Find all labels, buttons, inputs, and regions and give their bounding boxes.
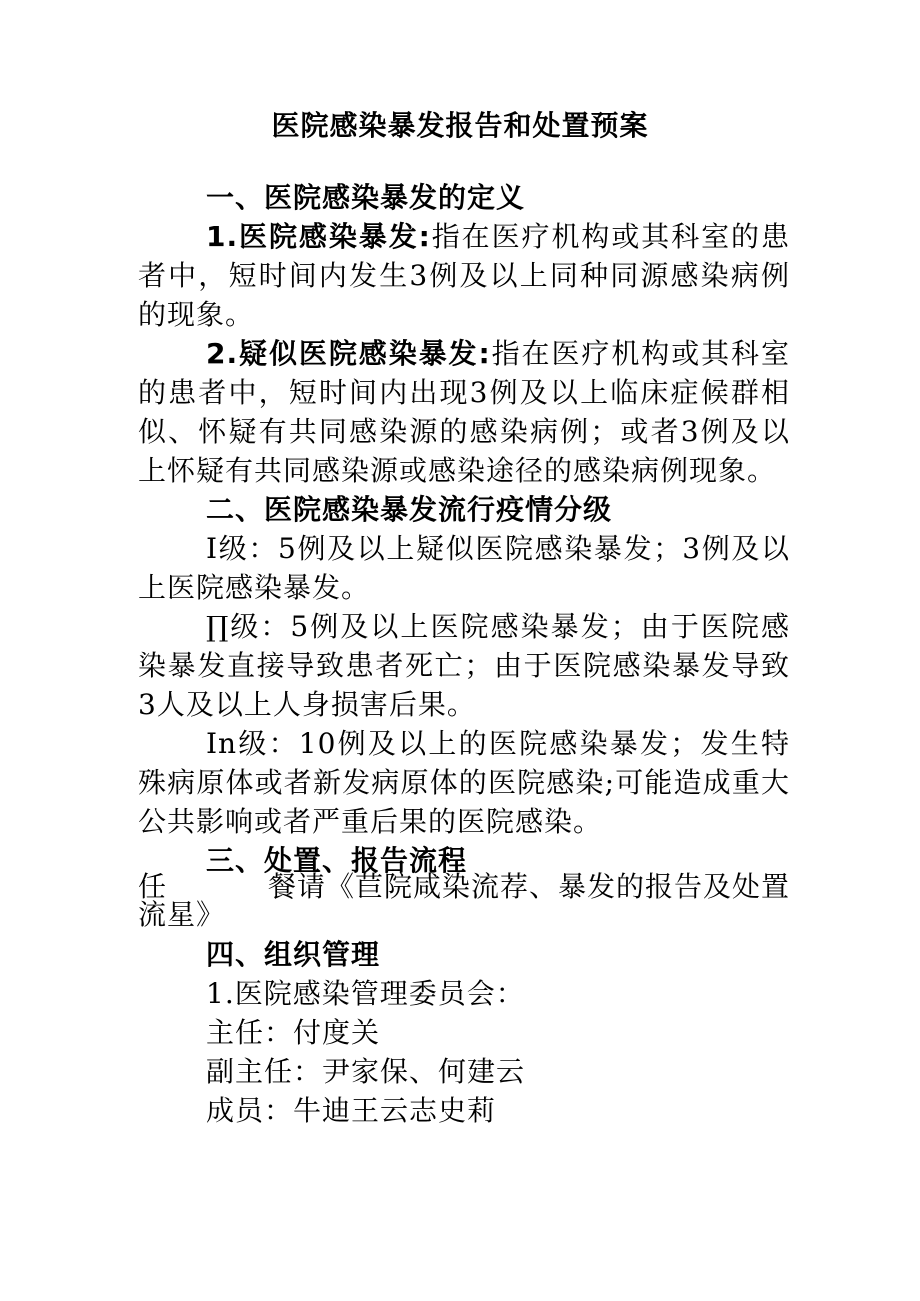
process-line-2: 流星》	[138, 898, 226, 931]
process-line-1-right: 餐请《苣院咸染流荐、暴发的报告及处置	[267, 870, 790, 903]
section-heading-process: 三、处置、报告流程	[206, 844, 468, 877]
committee-title: 1.医院感染管理委员会：	[206, 977, 525, 1010]
definition-text-outbreak: 指在医疗机构或其科室的患者中，短时间内发生3例及以上同种同源感染病例的现象。	[138, 220, 790, 331]
grade-level-2: ∏级：5例及以上医院感染暴发；由于医院感染暴发直接导致患者死亡；由于医院感染暴发导致3人及以上人身损害后果。	[138, 610, 790, 721]
definition-item-suspected	[138, 334, 790, 490]
document-body	[138, 178, 790, 1130]
section-heading-definition: 一、医院感染暴发的定义	[206, 181, 526, 214]
document-title: 医院感染暴发报告和处置预案	[271, 109, 649, 142]
grade-level-3: In级：10例及以上的医院感染暴发；发生特殊病原体或者新发病原体的医院感染;可能造成重大公共影响或者严重后果的医院感染。	[138, 727, 790, 838]
committee-deputy: 副主任：尹家保、何建云	[206, 1055, 526, 1088]
section-heading-grading: 二、医院感染暴发流行疫情分级	[206, 493, 613, 526]
definition-term-outbreak: 1.医院感染暴发:	[206, 220, 431, 253]
section-heading-management: 四、组织管理	[206, 938, 381, 971]
committee-members: 成员：牛迪王云志史莉	[206, 1094, 497, 1127]
definition-text-suspected: 指在医疗机构或其科室的患者中，短时间内出现3例及以上临床症候群相似、怀疑有共同感染源的感染病例；或者3例及以上怀疑有共同感染源或感染途径的感染病例现象。	[138, 337, 790, 487]
section-process	[138, 841, 790, 935]
committee-director: 主任：付度关	[206, 1016, 381, 1049]
definition-term-suspected: 2.疑似医院感染暴发:	[206, 337, 491, 370]
definition-item-outbreak	[138, 217, 790, 334]
grade-level-1: I级：5例及以上疑似医院感染暴发；3例及以上医院感染暴发。	[138, 532, 790, 604]
process-line-1-left: 任	[138, 870, 168, 903]
